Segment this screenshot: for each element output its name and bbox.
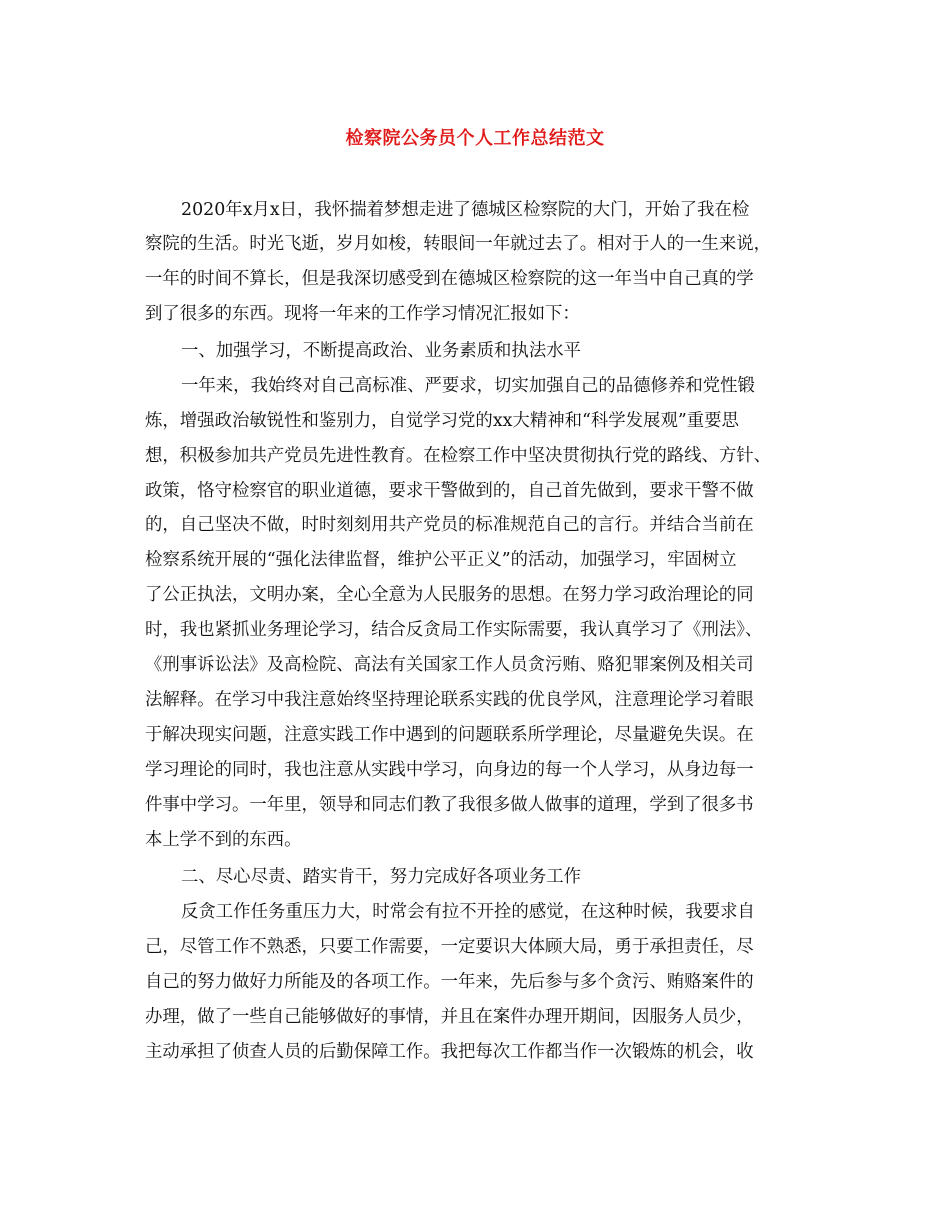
paragraph-line: 一年的时间不算长，但是我深切感受到在德城区检察院的这一年当中自己真的学 xyxy=(145,269,754,289)
paragraph-line: 察院的生活。时光飞逝，岁月如梭，转眼间一年就过去了。相对于人的一生来说， xyxy=(145,234,772,254)
paragraph-line: 己，尽管工作不熟悉，只要工作需要，一定要识大体顾大局，勇于承担责任，尽 xyxy=(145,937,754,957)
paragraph-line: 了公正执法，文明办案，全心全意为人民服务的思想。在努力学习政治理论的同 xyxy=(145,585,754,605)
paragraph-line: 到了很多的东西。现将一年来的工作学习情况汇报如下： xyxy=(145,304,580,324)
paragraph-line: 时，我也紧抓业务理论学习，结合反贪局工作实际需要，我认真学习了《刑法》、 xyxy=(145,620,763,640)
paragraph-line: 自己的努力做好力所能及的各项工作。一年来，先后参与多个贪污、贿赂案件的 xyxy=(145,972,754,992)
document-title: 检察院公务员个人工作总结范文 xyxy=(345,128,605,149)
paragraph-line: 本上学不到的东西。 xyxy=(145,830,302,850)
paragraph-line: 法解释。在学习中我注意始终坚持理论联系实践的优良学风，注意理论学习着眼 xyxy=(145,690,754,710)
paragraph-line: 办理，做了一些自己能够做好的事情，并且在案件办理开期间，因服务人员少， xyxy=(145,1007,754,1027)
section-heading: 二、尽心尽责、踏实肯干，努力完成好各项业务工作 xyxy=(181,867,581,887)
paragraph-line: 检察系统开展的“强化法律监督，维护公平正义”的活动，加强学习，牢固树立 xyxy=(145,550,737,570)
paragraph-line: 一年来，我始终对自己高标准、严要求，切实加强自己的品德修养和党性锻 xyxy=(181,376,755,396)
paragraph-line: 主动承担了侦查人员的后勤保障工作。我把每次工作都当作一次锻炼的机会，收 xyxy=(145,1042,754,1062)
paragraph-line: 于解决现实问题，注意实践工作中遇到的问题联系所学理论，尽量避免失误。在 xyxy=(145,725,754,745)
paragraph-line: 想，积极参加共产党员先进性教育。在检察工作中坚决贯彻执行党的路线、方针、 xyxy=(145,446,772,466)
paragraph-line: 的，自己坚决不做，时时刻刻用共产党员的标准规范自己的言行。并结合当前在 xyxy=(145,515,754,535)
paragraph-line: 学习理论的同时，我也注意从实践中学习，向身边的每一个人学习，从身边每一 xyxy=(145,760,754,780)
paragraph-line: 2020年x月x日，我怀揣着梦想走进了德城区检察院的大门，开始了我在检 xyxy=(181,200,750,220)
section-heading: 一、加强学习，不断提高政治、业务素质和执法水平 xyxy=(181,341,581,361)
paragraph-line: 反贪工作任务重压力大，时常会有拉不开拴的感觉，在这种时候，我要求自 xyxy=(181,902,755,922)
paragraph-line: 件事中学习。一年里，领导和同志们教了我很多做人做事的道理，学到了很多书 xyxy=(145,795,754,815)
paragraph-line: 炼，增强政治敏锐性和鉴别力，自觉学习党的xx大精神和“科学发展观”重要思 xyxy=(145,411,739,431)
paragraph-line: 《刑事诉讼法》及高检院、高法有关国家工作人员贪污贿、赂犯罪案例及相关司 xyxy=(145,655,754,675)
paragraph-line: 政策，恪守检察官的职业道德，要求干警做到的，自己首先做到，要求干警不做 xyxy=(145,481,754,501)
